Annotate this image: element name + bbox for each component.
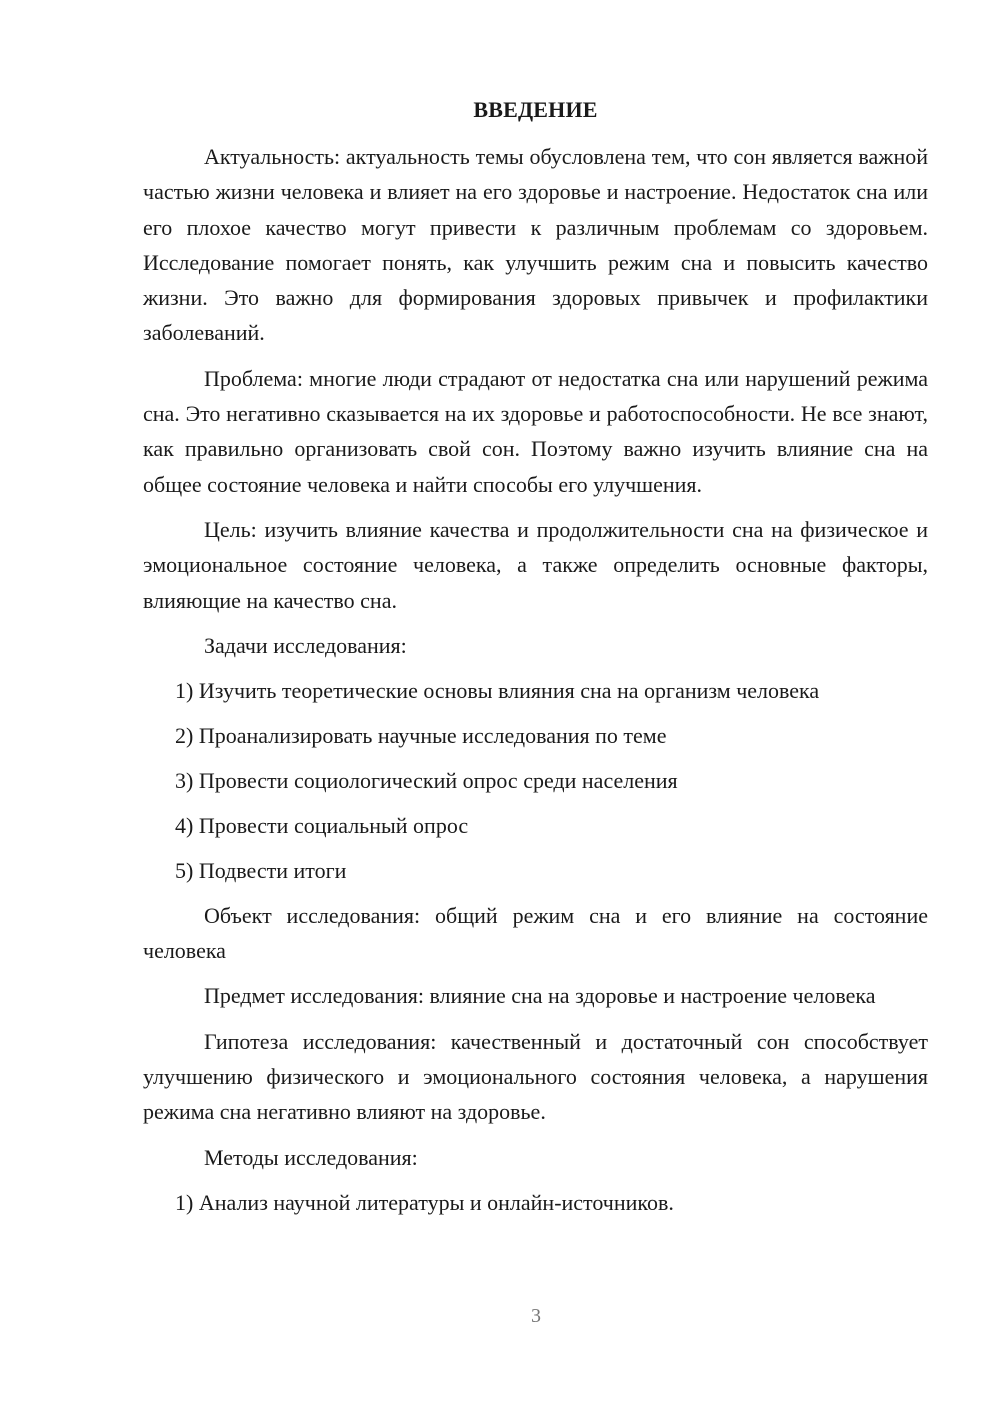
- method-item: 1) Анализ научной литературы и онлайн-источников.: [175, 1189, 674, 1215]
- task-item: 3) Провести социологический опрос среди населения: [175, 767, 678, 793]
- page-title: ВВЕДЕНИЕ: [473, 97, 598, 122]
- tasks-heading: Задачи исследования:: [204, 632, 407, 658]
- task-item: 4) Провести социальный опрос: [175, 812, 469, 838]
- problem-paragraph: Проблема: многие люди страдают от недостатка сна или нарушений режима сна. Это негативно сказывается на их здоровье и работоспособности. Не все знают, как правильно организовать свой сон. Поэтому важно изучить влияние сна на общее состояние человека и найти способы его улучшения.: [143, 365, 928, 497]
- goal-paragraph: Цель: изучить влияние качества и продолжительности сна на физическое и эмоциональное состояние человека, а также определить основные факторы, влияющие на качество сна.: [143, 516, 928, 613]
- hypothesis-paragraph: Гипотеза исследования: качественный и достаточный сон способствует улучшению физического и эмоционального состояния человека, а нарушения режима сна негативно влияют на здоровье.: [143, 1028, 928, 1125]
- methods-heading: Методы исследования:: [204, 1144, 418, 1170]
- subject-paragraph: Предмет исследования: влияние сна на здоровье и настроение человека: [204, 983, 876, 1009]
- page-number: 3: [531, 1305, 541, 1327]
- task-item: 2) Проанализировать научные исследования по теме: [175, 722, 667, 748]
- task-item: 5) Подвести итоги: [175, 857, 347, 883]
- task-item: 1) Изучить теоретические основы влияния сна на организм человека: [175, 677, 820, 703]
- relevance-paragraph: Актуальность: актуальность темы обусловлена тем, что сон является важной частью жизни человека и влияет на его здоровье и настроение. Недостаток сна или его плохое качество могут привести к различным проблемам со здоровьем. Исследование помогает понять, как улучшить режим сна и повысить качество жизни. Это важно для формирования здоровых привычек и профилактики заболеваний.: [143, 144, 928, 346]
- object-paragraph: Объект исследования: общий режим сна и его влияние на состояние человека: [143, 902, 928, 964]
- document-page: [143, 92, 928, 1230]
